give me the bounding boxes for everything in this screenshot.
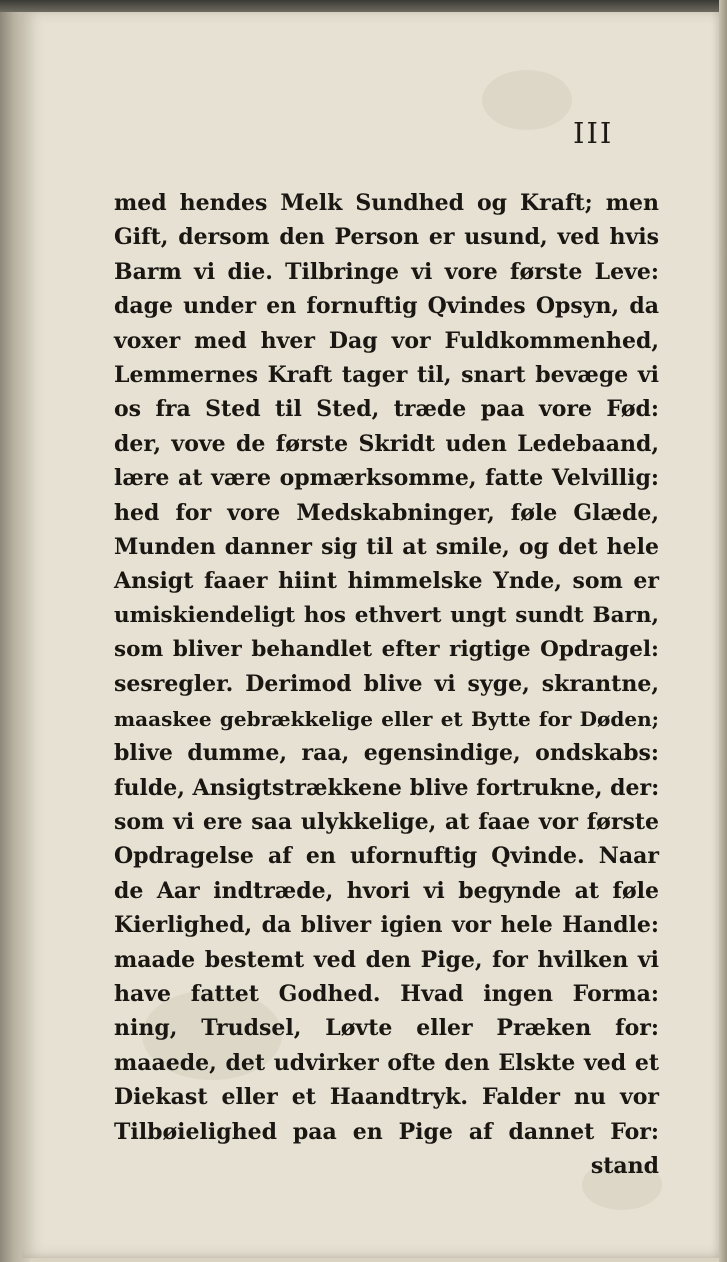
text-line: hed for vore Medskabninger, føle Glæde, bbox=[114, 499, 659, 526]
text-line: maaede, det udvirker ofte den Elskte ved et bbox=[114, 1049, 659, 1076]
text-line: fulde, Ansigtstrækkene blive fortrukne, der: bbox=[114, 774, 660, 801]
text-line: ning, Trudsel, Løvte eller Præken for: bbox=[114, 1015, 659, 1042]
text-line: Diekast eller et Haandtryk. Falder nu vor bbox=[114, 1084, 659, 1111]
text-line: voxer med hver Dag vor Fuldkommenhed, bbox=[114, 327, 659, 354]
body-text bbox=[114, 186, 659, 1183]
text-line: med hendes Melk Sundhed og Kraft; men bbox=[114, 190, 659, 216]
text-line: de Aar indtræde, hvori vi begynde at føle bbox=[114, 877, 659, 904]
text-line: dage under en fornuftig Qvindes Opsyn, da bbox=[114, 293, 659, 320]
text-line: Ansigt faaer hiint himmelske Ynde, som er bbox=[114, 568, 659, 595]
text-line: have fattet Godhed. Hvad ingen Forma: bbox=[114, 980, 659, 1007]
text-line: Tilbøielighed paa en Pige af dannet For: bbox=[114, 1118, 659, 1145]
text-line: Lemmernes Kraft tager til, snart bevæge vi bbox=[114, 361, 659, 388]
text-line: som vi ere saa ulykkelige, at faae vor første bbox=[114, 809, 659, 836]
text-line: lære at være opmærksomme, fatte Velvillig: bbox=[114, 465, 659, 492]
text-line: Munden danner sig til at smile, og det hele bbox=[114, 533, 659, 560]
text-line: sesregler. Derimod blive vi syge, skrantne, bbox=[114, 671, 659, 698]
text-line: maade bestemt ved den Pige, for hvilken vi bbox=[114, 946, 659, 973]
page-number: III bbox=[573, 116, 614, 150]
text-line: blive dumme, raa, egensindige, ondskabs: bbox=[114, 740, 659, 767]
text-line: Kierlighed, da bliver igien vor hele Handle: bbox=[114, 912, 659, 939]
paper-stain bbox=[482, 70, 572, 130]
page-right-edge bbox=[719, 0, 727, 1262]
text-line: Barm vi die. Tilbringe vi vore første Leve: bbox=[114, 258, 659, 285]
text-line: os fra Sted til Sted, træde paa vore Fød: bbox=[114, 396, 659, 423]
text-line: umiskiendeligt hos ethvert ungt sundt Barn, bbox=[114, 602, 659, 628]
text-line: der, vove de første Skridt uden Ledebaand, bbox=[114, 430, 659, 457]
text-line: Opdragelse af en ufornuftig Qvinde. Naar bbox=[114, 843, 659, 870]
text-line: Gift, dersom den Person er usund, ved hvis bbox=[114, 224, 659, 251]
book-top-edge bbox=[0, 0, 727, 12]
text-line: maaskee gebrækkelige eller et Bytte for Døden; bbox=[114, 706, 659, 731]
text-line: som bliver behandlet efter rigtige Opdragel: bbox=[114, 637, 659, 663]
catchword: stand bbox=[590, 1152, 659, 1179]
